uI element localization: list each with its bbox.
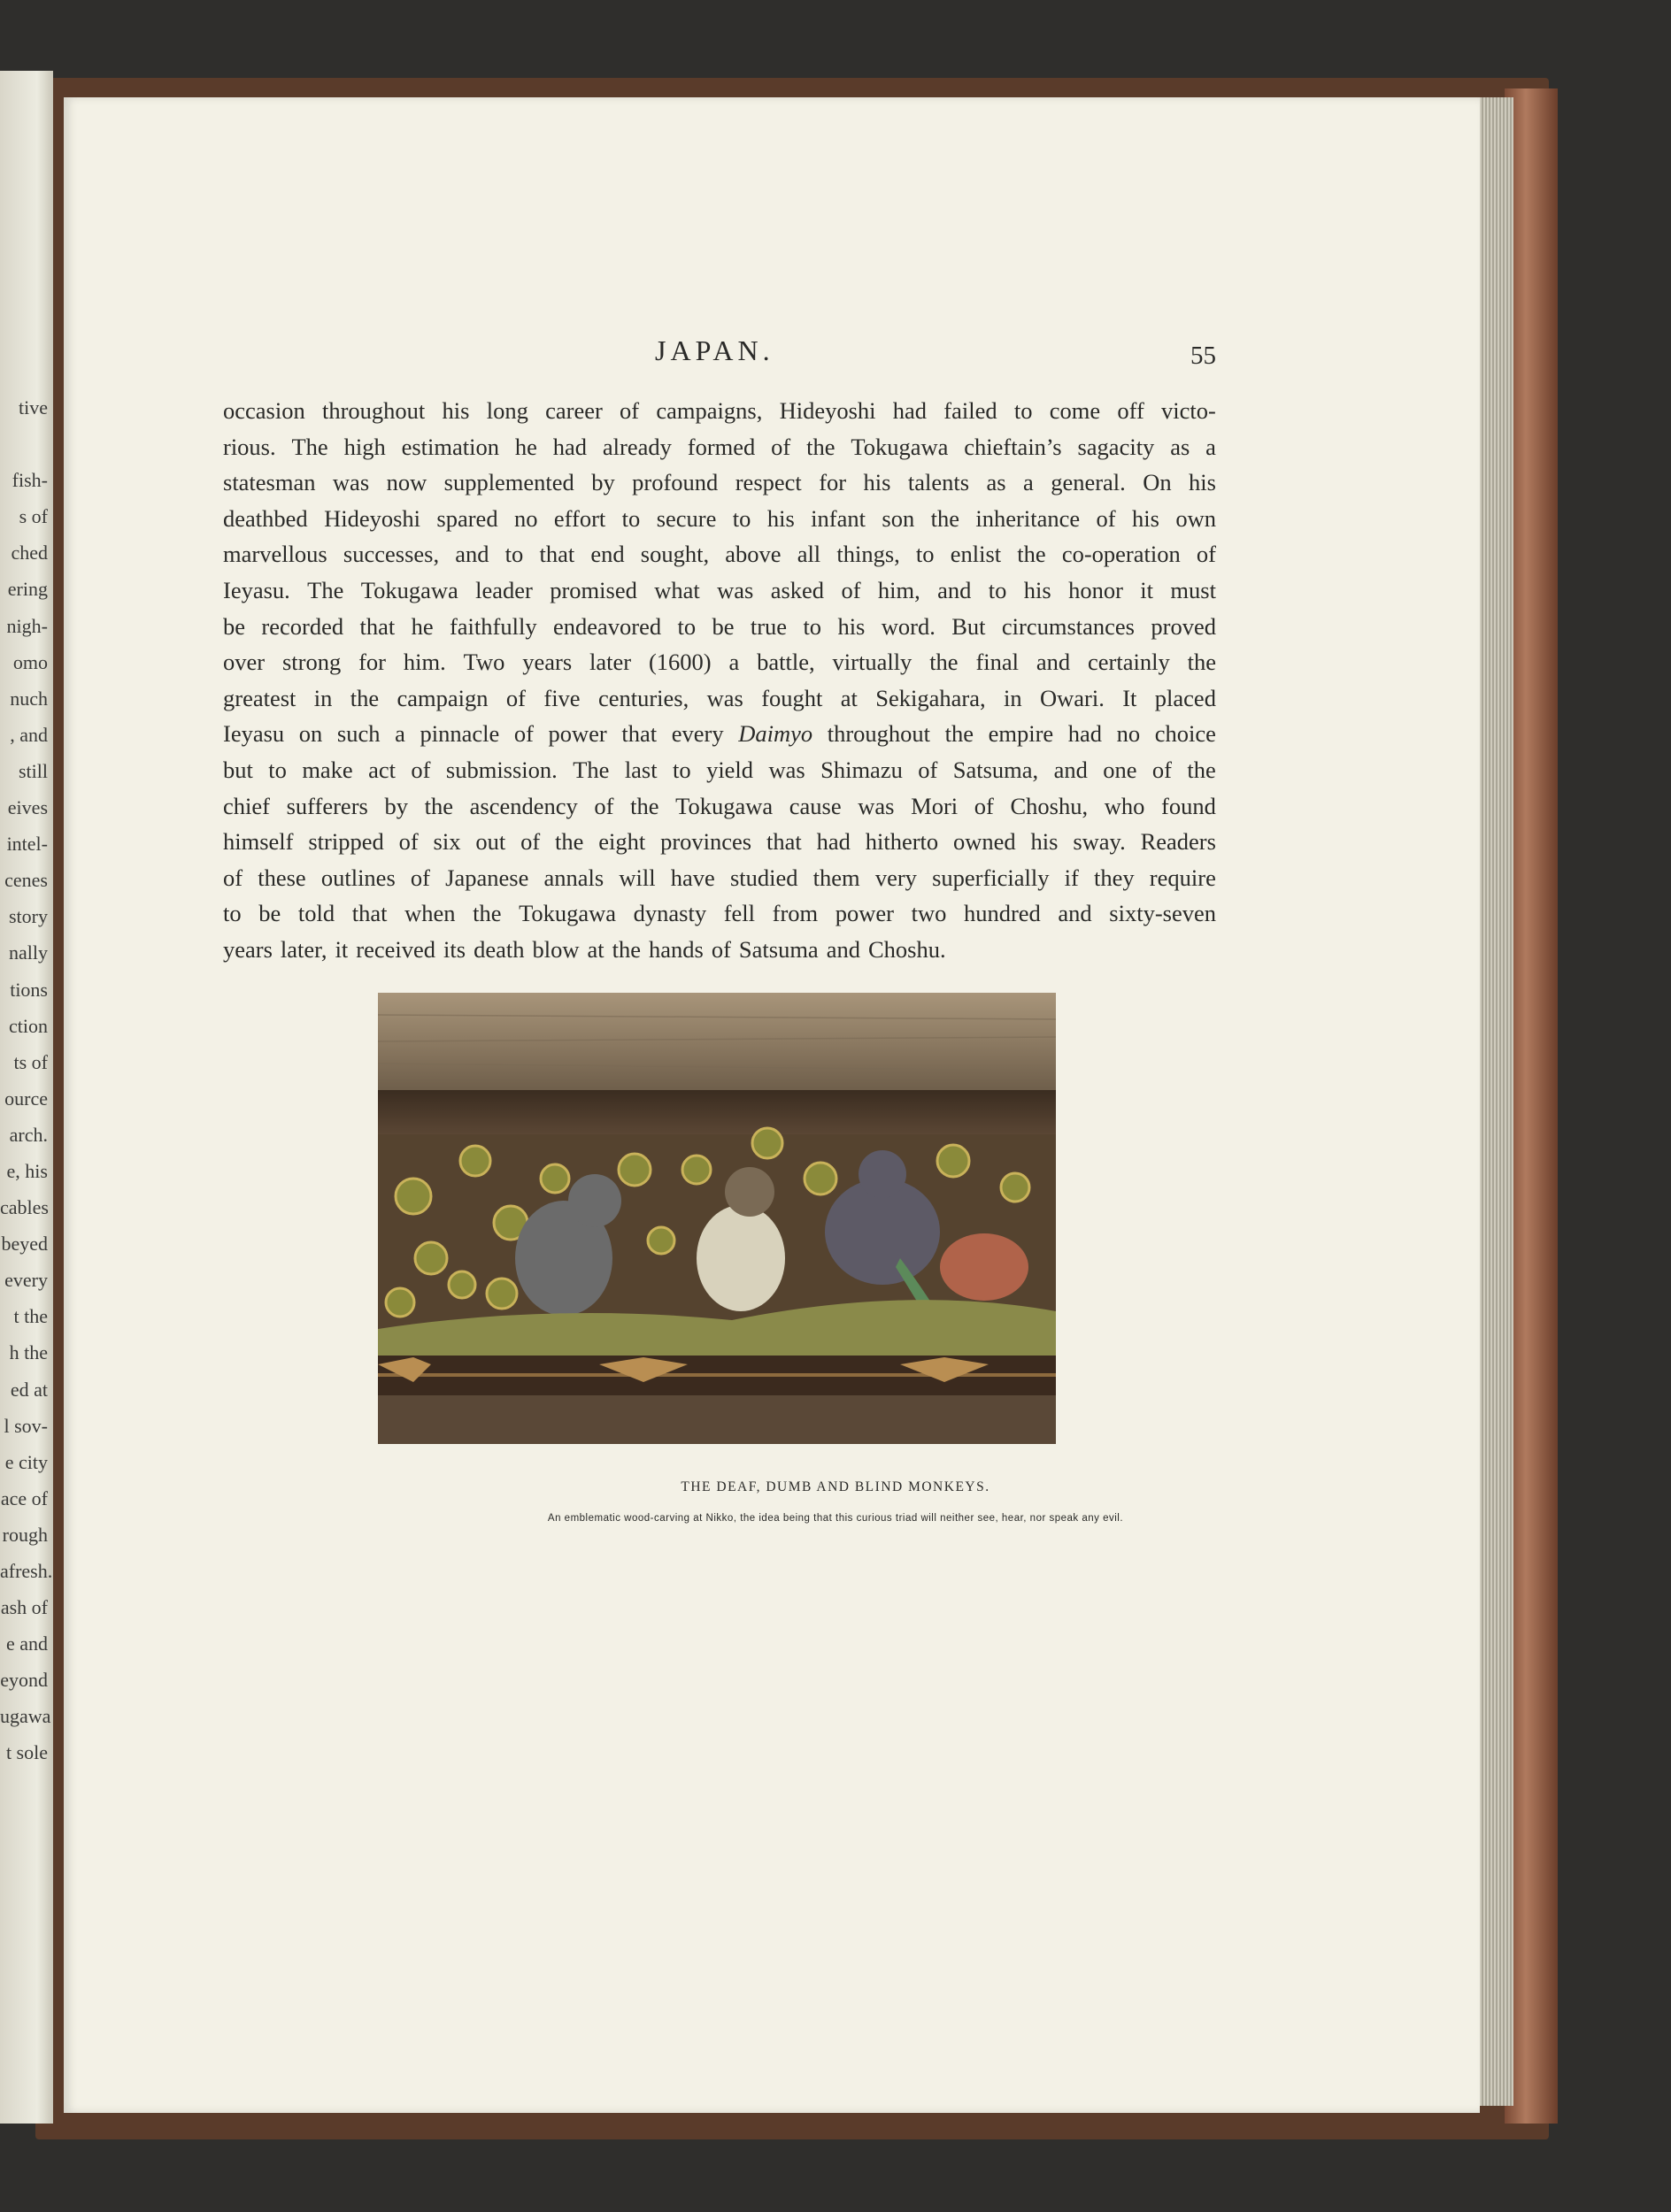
text-line: over strong for him. Two years later (1600) a battle, virtually the final and certainly the	[223, 649, 1216, 676]
previous-page-fragment: e, his	[6, 1159, 48, 1182]
previous-page-fragment: ed at	[10, 1378, 48, 1401]
previous-page-fragment: s of	[19, 505, 48, 528]
previous-page-text-fragments	[0, 389, 53, 1771]
running-head: JAPAN.	[655, 334, 774, 366]
previous-page-fragment: rough	[2, 1523, 48, 1546]
text-line: Ieyasu on such a pinnacle of power that every Daimyo throughout the empire had no choice	[223, 720, 1216, 748]
previous-page-fragment: fish-	[12, 469, 48, 492]
text-line: of these outlines of Japanese annals will have studied them very superficially if they require	[223, 864, 1216, 891]
previous-page-fragment: every	[4, 1269, 48, 1292]
previous-page-fragment: tive	[19, 396, 48, 419]
text-line: to be told that when the Tokugawa dynasty fell from power two hundred and sixty-seven	[223, 900, 1216, 927]
previous-page-edge	[0, 71, 53, 2124]
previous-page-fragment: story	[9, 905, 48, 928]
previous-page-fragment: arch.	[9, 1123, 48, 1146]
previous-page-fragment: ource	[4, 1087, 48, 1110]
previous-page-fragment: h the	[9, 1341, 48, 1364]
text-line: Ieyasu. The Tokugawa leader promised what was asked of him, and to his honor it must	[223, 576, 1216, 603]
text-line: greatest in the campaign of five centuries, was fought at Sekigahara, in Owari. It placed	[223, 684, 1216, 711]
previous-page-fragment: ts of	[13, 1050, 48, 1073]
previous-page-fragment: tions	[10, 978, 48, 1001]
previous-page-fragment: nally	[9, 941, 48, 964]
text-line: be recorded that he faithfully endeavored to be true to his word. But circumstances proved	[223, 612, 1216, 640]
previous-page-fragment: cables	[0, 1196, 49, 1219]
previous-page-fragment: , and	[10, 723, 48, 746]
text-line: but to make act of submission. The last to yield was Shimazu of Satsuma, and one of the	[223, 756, 1216, 783]
previous-page-fragment	[0, 426, 53, 462]
previous-page-fragment: ugawa	[0, 1705, 51, 1728]
previous-page-fragment: nuch	[10, 687, 48, 710]
previous-page-fragment: e city	[4, 1450, 48, 1473]
previous-page-fragment: ace of	[0, 1486, 48, 1509]
previous-page-fragment: cenes	[4, 869, 48, 892]
previous-page-fragment: t the	[13, 1305, 48, 1328]
previous-page-fragment: beyed	[1, 1233, 48, 1256]
previous-page-fragment: t sole	[5, 1741, 48, 1764]
text-line: himself stripped of six out of the eight provinces that had hitherto owned his sway. Readers	[223, 828, 1216, 856]
text-line: deathbed Hideyoshi spared no effort to secure to his infant son the inheritance of his own	[223, 504, 1216, 532]
previous-page-fragment: eives	[7, 796, 48, 819]
previous-page-fragment: l sov-	[4, 1414, 48, 1437]
previous-page-fragment: nigh-	[6, 614, 48, 637]
previous-page-fragment: intel-	[6, 833, 48, 856]
previous-page-fragment: ched	[11, 541, 48, 565]
page-number: 55	[1190, 342, 1216, 370]
previous-page-fragment: ash of	[0, 1596, 48, 1619]
text-line: chief sufferers by the ascendency of the Tokugawa cause was Mori of Choshu, who found	[223, 792, 1216, 819]
previous-page-fragment: still	[18, 759, 48, 782]
body-text	[223, 393, 1216, 968]
previous-page-fragment: e and	[5, 1632, 48, 1655]
previous-page-fragment: ction	[9, 1014, 48, 1037]
previous-page-fragment: eyond	[0, 1669, 48, 1692]
text-line: years later, it received its death blow at the hands of Satsuma and Choshu.	[223, 935, 946, 963]
text-line: rious. The high estimation he had already formed of the Tokugawa chieftain’s sagacity as a	[223, 433, 1216, 460]
text-line: occasion throughout his long career of campaigns, Hideyoshi had failed to come off victo-	[223, 397, 1216, 424]
text-line: statesman was now supplemented by profound respect for his talents as a general. On his	[223, 469, 1216, 496]
photo-plate-monkeys	[378, 993, 1056, 1444]
previous-page-fragment: omo	[12, 650, 48, 673]
text-line: marvellous successes, and to that end sought, above all things, to enlist the co-operation of	[223, 541, 1216, 568]
plate-caption-description: An emblematic wood-carving at Nikko, the idea being that this curious triad will neither see, hear, nor speak any evil.	[547, 1513, 1124, 1524]
previous-page-fragment: afresh.	[0, 1560, 53, 1582]
plate-caption-title: THE DEAF, DUMB AND BLIND MONKEYS.	[681, 1479, 990, 1494]
previous-page-fragment: ering	[7, 578, 48, 601]
